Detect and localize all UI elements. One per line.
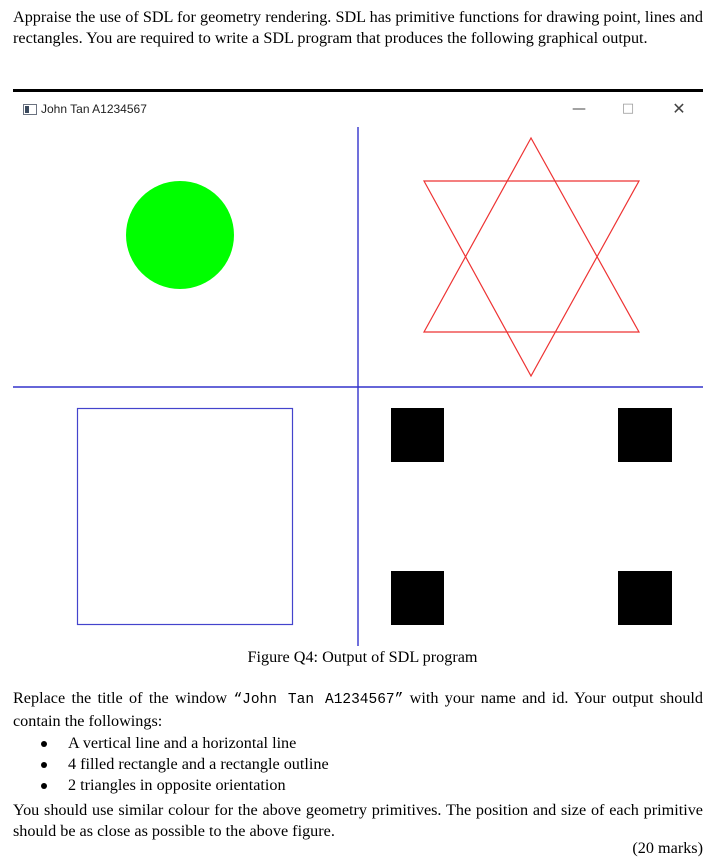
filled-rect-bottom-left [391, 571, 444, 625]
filled-rect-bottom-right [618, 571, 672, 625]
task-text-post: with your name and id. Your output should contain the followings: [13, 689, 704, 730]
filled-rect-top-right [618, 408, 672, 462]
marks-label: (20 marks) [632, 839, 703, 857]
task-text-pre: Replace the title of the window [13, 689, 234, 707]
window-title: John Tan A1234567 [41, 102, 147, 116]
question-outro: You should use similar colour for the above geometry primitives. The position and size of each primitive should be as close as possible to the above figure. [13, 801, 703, 840]
rectangle-outline [78, 409, 293, 625]
close-button[interactable]: ✕ [672, 99, 686, 118]
minimize-button[interactable]: — [572, 101, 586, 117]
upward-triangle [424, 138, 639, 332]
requirement-item: A vertical line and a horizontal line [13, 733, 329, 754]
green-circle [126, 181, 234, 289]
window-title-reference: “John Tan A1234567” [233, 692, 404, 708]
maximize-button[interactable]: □ [621, 101, 635, 116]
downward-triangle [424, 181, 639, 376]
task-paragraph [13, 688, 703, 732]
filled-rect-top-left [391, 408, 444, 462]
requirements-list [13, 733, 329, 796]
figure-caption: Figure Q4: Output of SDL program [247, 648, 478, 666]
requirement-item: 2 triangles in opposite orientation [13, 775, 329, 796]
question-intro: Appraise the use of SDL for geometry rendering. SDL has primitive functions for drawing point, lines and rectangles. You are required to write a SDL program that produces the following graphical output. [13, 8, 703, 47]
requirement-item: 4 filled rectangle and a rectangle outline [13, 754, 329, 775]
